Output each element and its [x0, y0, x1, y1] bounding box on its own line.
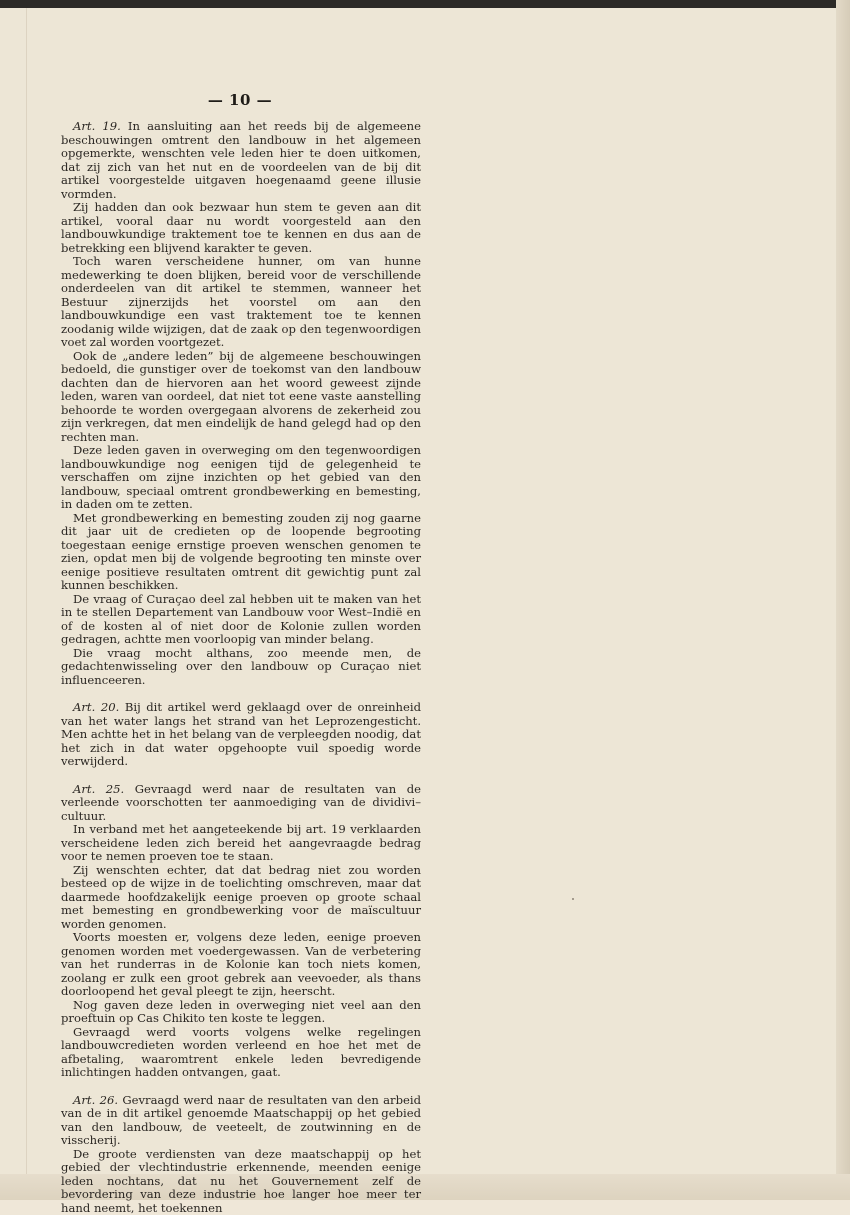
body-text: [61, 120, 421, 1215]
paragraph: [61, 593, 421, 647]
paragraph-text: In verband met het aangeteekende bij art. 19 verklaarden verscheidene leden zich bereid het aangevraagde bedrag voor te nemen proeven toe te staan.: [61, 822, 421, 863]
paragraph-text: Met grondbewerking en bemesting zouden zij nog gaarne dit jaar uit de credieten op de loopende begrooting toegestaan eenige ernstige proeven wenschen genomen te zien, opdat men bij de volgende begrooting ten minste over eenige positieve resultaten omtrent dit gewichtig punt zal kunnen beschikken.: [61, 511, 421, 593]
paragraph-text: Zij wenschten echter, dat dat bedrag niet zou worden besteed op de wijze in de toelichting omschreven, maar dat daarmede hoofdzakelijk eenige proeven op groote schaal met bemesting en grondbewerking voor de maïscultuur worden genomen.: [61, 863, 421, 931]
paragraph: [61, 1094, 421, 1148]
paragraph: [61, 864, 421, 932]
paragraph: [61, 444, 421, 512]
paragraph-text: Die vraag mocht althans, zoo meende men, de gedachtenwisseling over den landbouw op Curaçao niet influenceeren.: [61, 646, 421, 687]
paragraph: [61, 701, 421, 769]
paragraph-text: Zij hadden dan ook bezwaar hun stem te geven aan dit artikel, vooral daar nu wordt voorgesteld aan den landbouwkundige traktement toe te kennen en dus aan de betrekking een blijvend karakter te geven.: [61, 200, 421, 255]
paragraph: [61, 512, 421, 593]
paragraph-text: Gevraagd werd naar de resultaten van den arbeid van de in dit artikel genoemde Maatschappij op het gebied van den landbouw, de veeteelt, de zoutwinning en de visscherij.: [61, 1093, 421, 1148]
binding-fold: [26, 8, 27, 1178]
right-paper-edge: [836, 0, 850, 1200]
paragraph: [61, 999, 421, 1026]
paragraph-text: Gevraagd werd voorts volgens welke regelingen landbouwcredieten worden verleend en hoe het met de afbetaling, waaromtrent enkele leden bevredigende inlichtingen hadden ontvangen, gaat.: [61, 1025, 421, 1080]
paragraph-text: Toch waren verscheidene hunner, om van hunne medewerking te doen blijken, bereid voor de verschillende onderdeelen van dit artikel te stemmen, wanneer het Bestuur zijnerzijds het voorstel om aan den landbouwkundige een vast traktement toe te kennen zoodanig wilde wijzigen, dat de zaak op den tegenwoordigen voet zal worden voortgezet.: [61, 254, 421, 349]
top-dark-border: [0, 0, 850, 8]
paragraph: [61, 1026, 421, 1080]
article-label: Art. 20.: [73, 700, 119, 714]
article-label: Art. 25.: [73, 782, 124, 796]
paragraph: [61, 255, 421, 350]
paragraph: [61, 783, 421, 824]
paragraph: [61, 647, 421, 688]
paragraph-text: De vraag of Curaçao deel zal hebben uit te maken van het in te stellen Departement van Landbouw voor West–Indië en of de kosten al of niet door de Kolonie zullen worden gedragen, achtte men voorloopig van minder belang.: [61, 592, 421, 647]
paragraph: [61, 1148, 421, 1215]
paper-speck: [572, 898, 574, 900]
paragraph-text: Deze leden gaven in overweging om den tegenwoordigen landbouwkundige nog eenigen tijd de gelegenheid te verschaffen om zijne inzichten op het gebied van den landbouw, speciaal omtrent grondbewerking en bemesting, in daden om te zetten.: [61, 443, 421, 511]
paragraph-text: Gevraagd werd naar de resultaten van de verleende voorschotten ter aanmoediging van de dividivi–cultuur.: [61, 782, 421, 823]
paragraph: [61, 120, 421, 201]
paragraph: [61, 823, 421, 864]
paragraph-text: In aansluiting aan het reeds bij de algemeene beschouwingen omtrent den landbouw in het algemeen opgemerkte, wenschten vele leden hier te doen uitkomen, dat zij zich van het nut en de voordeelen van de bij dit artikel voorgestelde uitgaven hoegenaamd geene illusie vormden.: [61, 119, 421, 201]
paragraph-text: De groote verdiensten van deze maatschappij op het gebied der vlechtindustrie erkennende, meenden eenige leden nochtans, dat nu het Gouvernement zelf de bevordering van deze industrie hoe langer hoe meer ter hand neemt, het toekennen: [61, 1147, 421, 1215]
paragraph: [61, 931, 421, 999]
article-label: Art. 19.: [73, 119, 121, 133]
paragraph: [61, 201, 421, 255]
page-number: — 10 —: [0, 91, 480, 109]
paragraph-text: Bij dit artikel werd geklaagd over de onreinheid van het water langs het strand van het Leprozengesticht. Men achtte het in het belang van de verpleegden noodig, dat het zich in dat water opgehoopte vuil spoedig worde verwijderd.: [61, 700, 421, 768]
paragraph-text: Nog gaven deze leden in overweging niet veel aan den proeftuin op Cas Chikito ten koste te leggen.: [61, 998, 421, 1026]
paragraph-text: Voorts moesten er, volgens deze leden, eenige proeven genomen worden met voedergewassen. Van de verbetering van het runderras in de Kolonie kan toch niets komen, zoolang er zulk een groot gebrek aan veevoeder, als thans doorloopend het geval pleegt te zijn, heerscht.: [61, 930, 421, 998]
article-label: Art. 26.: [73, 1093, 118, 1107]
paragraph: [61, 350, 421, 445]
paragraph-text: Ook de „andere leden” bij de algemeene beschouwingen bedoeld, die gunstiger over de toekomst van den landbouw dachten dan de hiervoren aan het woord geweest zijnde leden, waren van oordeel, dat niet tot eene vaste aanstelling behoorde te worden overgegaan alvorens de zekerheid zou zijn verkregen, dat men eindelijk de hand gelegd had op den rechten man.: [61, 349, 421, 444]
